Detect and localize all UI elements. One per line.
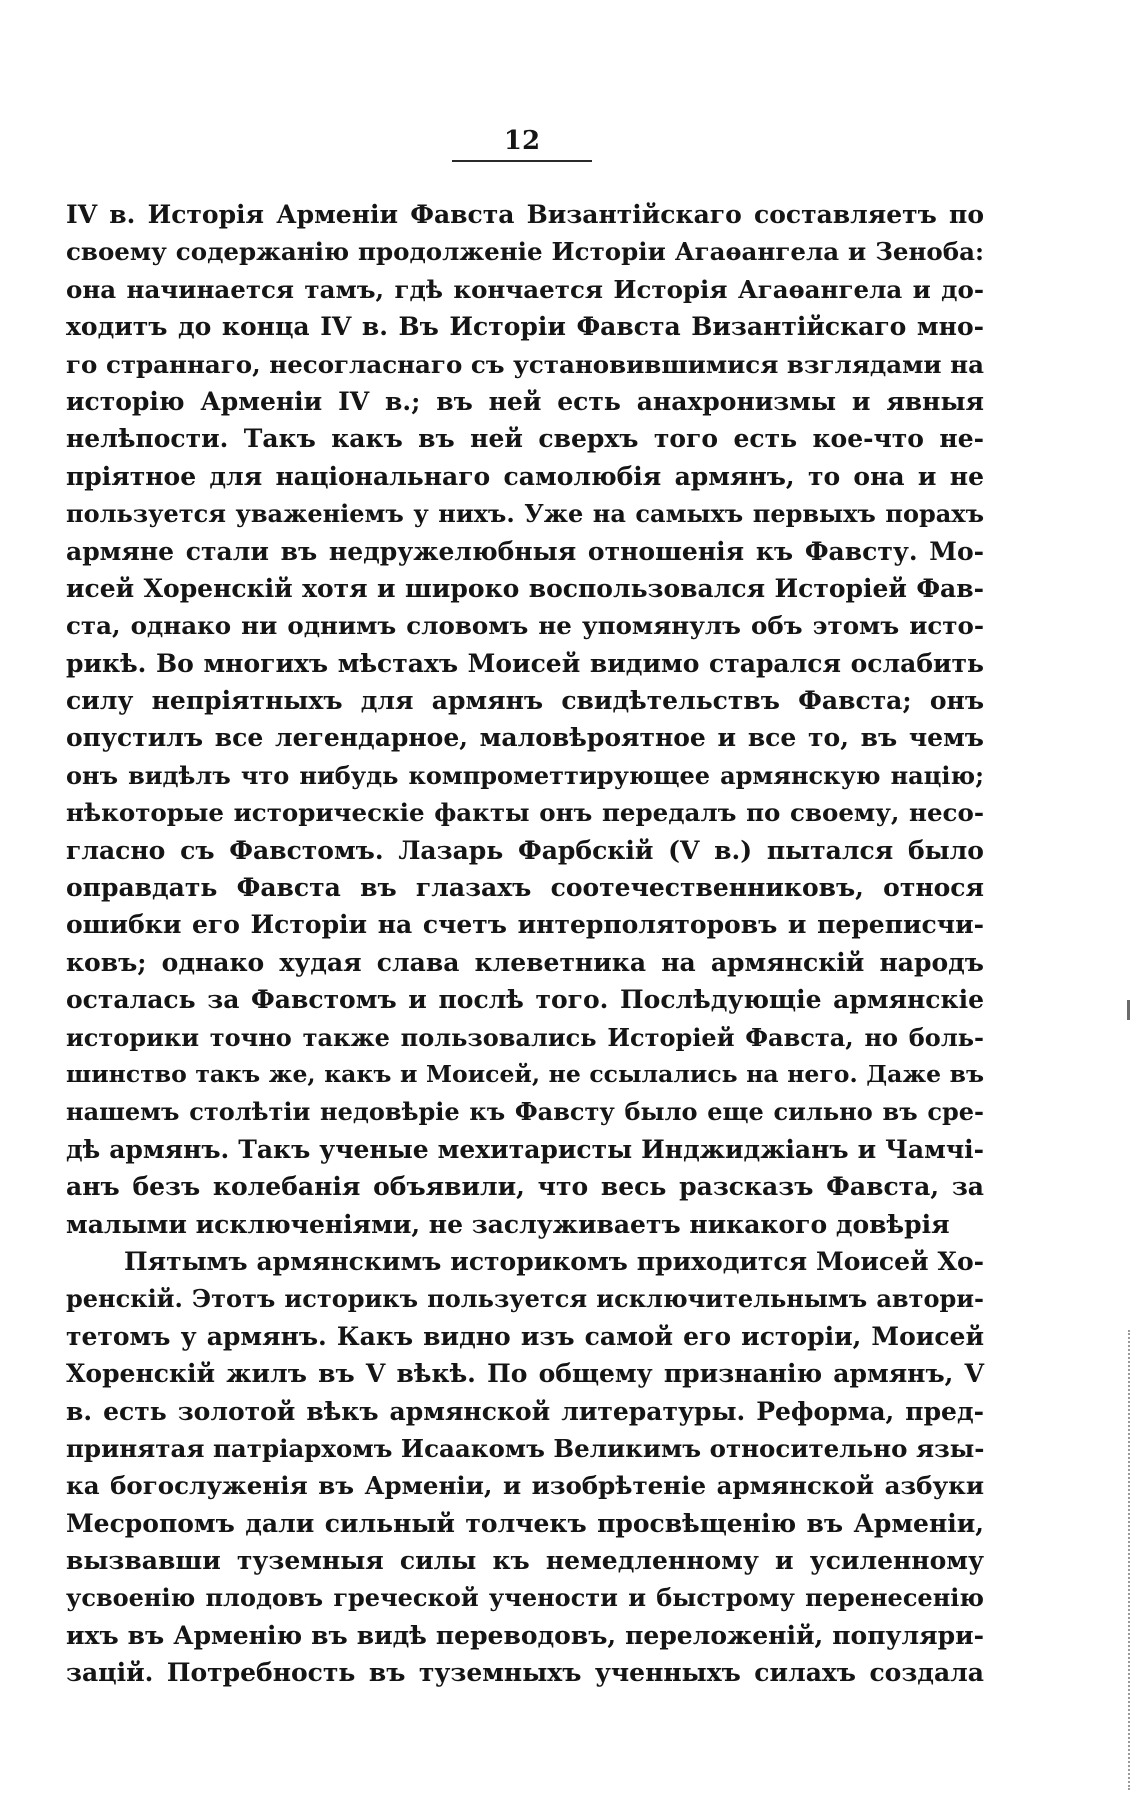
body-text [66, 196, 984, 1692]
text-line: нелѣпости. Такъ какъ въ ней сверхъ того есть кое-что не- [66, 424, 984, 454]
text-line: IV в. Исторія Арменіи Фавста Византійскаго составляетъ по [66, 200, 984, 229]
text-line: историки точно также пользовались Исторіей Фавста, но боль- [66, 1022, 984, 1052]
text-line: оправдать Фавста въ глазахъ соотечественниковъ, относя [66, 873, 984, 903]
text-line: онъ видѣлъ что нибудь компрометтирующее армянскую націю; [66, 760, 984, 790]
paragraph-last-line: малыми исключеніями, не заслуживаетъ никакого довѣрія [66, 1209, 950, 1239]
text-line: ковъ; однако худая слава клеветника на армянскій народъ [66, 947, 984, 977]
text-line: зацій. Потребность въ туземныхъ ученныхъ силахъ создала [66, 1658, 984, 1688]
text-line: шинство такъ же, какъ и Моисей, не ссылались на него. Даже въ [66, 1059, 984, 1088]
text-line: ста, однако ни однимъ словомъ не упомянулъ объ этомъ исто- [66, 611, 984, 641]
text-line: гласно съ Фавстомъ. Лазарь Фарбскій (V в.) пытался было [66, 835, 984, 865]
text-line: Хоренскій жилъ въ V вѣкѣ. По общему признанію армянъ, V [66, 1359, 984, 1389]
text-line: в. есть золотой вѣкъ армянской литературы. Реформа, пред- [66, 1396, 984, 1426]
text-line: пользуется уваженіемъ у нихъ. Уже на самыхъ первыхъ порахъ [66, 499, 984, 529]
text-line: нѣкоторые историческіе факты онъ передалъ по своему, несо- [66, 798, 984, 828]
page-edge-mark [1127, 1000, 1130, 1020]
text-line: ошибки его Исторіи на счетъ интерполяторовъ и переписчи- [66, 910, 984, 940]
text-line: исей Хоренскій хотя и широко воспользовался Исторіей Фав- [66, 573, 984, 603]
text-line: силу непріятныхъ для армянъ свидѣтельствъ Фавста; онъ [66, 686, 984, 716]
page-number: 12 [503, 126, 541, 156]
text-line: ренскій. Этотъ историкъ пользуется исключительнымъ автори- [66, 1284, 984, 1314]
text-line: нашемъ столѣтіи недовѣріе къ Фавсту было еще сильно въ сре- [66, 1097, 984, 1127]
text-line: своему содержанію продолженіе Исторіи Агаѳангела и Зеноба: [66, 237, 984, 267]
text-line: дѣ армянъ. Такъ ученые мехитаристы Инджиджіанъ и Чамчі- [66, 1134, 984, 1164]
text-line: пріятное для національнаго самолюбія армянъ, то она и не [66, 461, 984, 491]
text-line: ихъ въ Арменію въ видѣ переводовъ, переложеній, популяри- [66, 1620, 984, 1650]
page-edge-marks [1128, 1330, 1133, 1790]
text-line: принятая патріархомъ Исаакомъ Великимъ относительно язы- [66, 1433, 985, 1463]
text-line: ходитъ до конца IV в. Въ Исторіи Фавста Византійскаго мно- [66, 312, 984, 342]
text-line: опустилъ все легендарное, маловѣроятное и все то, въ чемъ [66, 723, 984, 753]
text-line: вызвавши туземныя силы къ немедленному и усиленному [66, 1546, 984, 1576]
text-line: ка богослуженія въ Арменіи, и изобрѣтеніе армянской азбуки [66, 1471, 984, 1501]
paragraph-first-line: Пятымъ армянскимъ историкомъ приходится Моисей Хо- [124, 1246, 984, 1276]
text-line: го страннаго, несогласнаго съ установившимися взглядами на [66, 349, 984, 379]
text-line: Месропомъ дали сильный толчекъ просвѣщенію въ Арменіи, [66, 1508, 984, 1538]
text-line: усвоенію плодовъ греческой учености и быстрому перенесенію [66, 1583, 984, 1613]
text-line: она начинается тамъ, гдѣ кончается Исторія Агаѳангела и до- [66, 274, 984, 304]
text-line: осталась за Фавстомъ и послѣ того. Послѣдующіе армянскіе [66, 985, 984, 1015]
text-line: армяне стали въ недружелюбныя отношенія къ Фавсту. Мо- [66, 536, 984, 566]
text-line: исторію Арменіи IV в.; въ ней есть анахронизмы и явныя [66, 386, 984, 416]
text-line: анъ безъ колебанія объявили, что весь разсказъ Фавста, за [66, 1172, 984, 1202]
page-number-rule [452, 160, 592, 162]
text-line: тетомъ у армянъ. Какъ видно изъ самой его исторіи, Моисей [66, 1321, 984, 1351]
text-line: рикѣ. Во многихъ мѣстахъ Моисей видимо старался ослабить [66, 648, 984, 678]
